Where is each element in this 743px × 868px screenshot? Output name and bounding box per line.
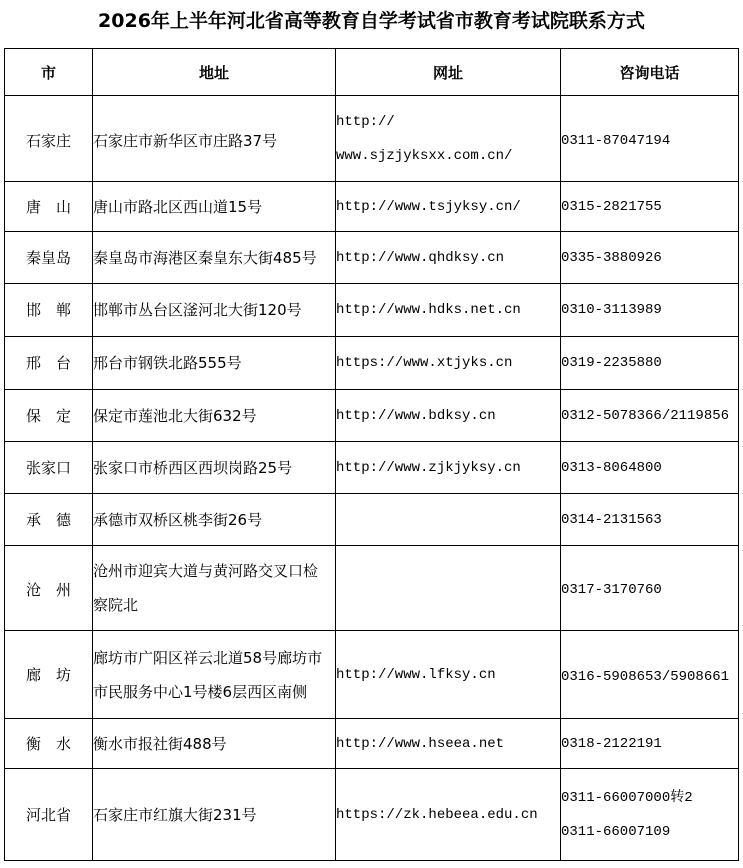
- header-row: [5, 49, 739, 96]
- phone-cell: [561, 337, 739, 390]
- url-cell: [336, 631, 561, 719]
- table-row: [5, 442, 739, 494]
- phone-line: 0316-5908653/5908661: [561, 668, 730, 685]
- address-line: 沧州市迎宾大道与黄河路交叉口检: [93, 562, 319, 580]
- phone-cell: [561, 631, 739, 719]
- table-row: [5, 232, 739, 284]
- city-name: 承 德: [25, 510, 71, 529]
- address-line: 保定市莲池北大街632号: [93, 406, 257, 425]
- city-cell: [5, 232, 93, 284]
- city-cell: [5, 442, 93, 494]
- address-cell: [93, 96, 336, 182]
- table-row: [5, 390, 739, 442]
- column-header-phone: 咨询电话: [561, 49, 739, 96]
- city-cell: [5, 719, 93, 769]
- url-line: http://www.hseea.net: [336, 735, 505, 752]
- url-cell: [336, 96, 561, 182]
- city-cell: [5, 284, 93, 337]
- url-line: http://www.bdksy.cn: [336, 407, 496, 424]
- phone-line: 0313-8064800: [561, 459, 662, 476]
- url-line: http://www.zjkjyksy.cn: [336, 459, 521, 476]
- city-name: 河北省: [25, 805, 71, 824]
- table-row: [5, 546, 739, 631]
- phone-cell: [561, 232, 739, 284]
- url-cell: [336, 442, 561, 494]
- phone-cell: [561, 494, 739, 546]
- url-cell: [336, 284, 561, 337]
- address-line: 唐山市路北区西山道15号: [93, 197, 263, 216]
- table-row: [5, 284, 739, 337]
- city-cell: [5, 769, 93, 861]
- address-line: 衡水市报社街488号: [93, 734, 227, 753]
- url-cell: [336, 232, 561, 284]
- phone-line: 0311-66007109: [561, 823, 671, 840]
- phone-cell: [561, 182, 739, 232]
- phone-cell: [561, 719, 739, 769]
- address-cell: [93, 337, 336, 390]
- city-name: 邢 台: [25, 354, 71, 372]
- address-cell: [93, 182, 336, 232]
- contact-table: [4, 48, 739, 861]
- city-cell: [5, 631, 93, 719]
- table-row: [5, 631, 739, 719]
- phone-line: 0311-66007000转2: [561, 789, 693, 806]
- phone-line: 0317-3170760: [561, 582, 662, 598]
- url-cell: [336, 337, 561, 390]
- page-title: 2026年上半年河北省高等教育自学考试省市教育考试院联系方式: [98, 10, 645, 32]
- url-cell: [336, 546, 561, 631]
- column-header-address: 地址: [93, 49, 336, 96]
- address-cell: [93, 390, 336, 442]
- url-line: https://www.xtjyks.cn: [336, 355, 513, 371]
- city-name: 廊 坊: [25, 665, 71, 684]
- city-name: 张家口: [25, 458, 71, 477]
- address-line: 石家庄市红旗大街231号: [93, 805, 257, 824]
- address-line: 市民服务中心1号楼6层西区南侧: [93, 682, 308, 701]
- city-name: 沧 州: [25, 581, 71, 599]
- table-row: [5, 182, 739, 232]
- address-cell: [93, 769, 336, 861]
- address-line: 察院北: [93, 596, 139, 614]
- url-cell: [336, 494, 561, 546]
- address-cell: [93, 546, 336, 631]
- address-line: 邯郸市丛台区滏河北大街120号: [93, 301, 302, 319]
- address-line: 承德市双桥区桃李街26号: [93, 510, 263, 529]
- phone-line: 0319-2235880: [561, 355, 662, 371]
- table-row: [5, 337, 739, 390]
- address-cell: [93, 494, 336, 546]
- url-line: http://www.tsjyksy.cn/: [336, 198, 521, 215]
- phone-line: 0315-2821755: [561, 198, 662, 215]
- city-name: 邯 郸: [25, 301, 71, 319]
- address-line: 石家庄市新华区市庄路37号: [93, 131, 278, 150]
- table-row: [5, 769, 739, 861]
- address-cell: [93, 719, 336, 769]
- phone-cell: [561, 284, 739, 337]
- phone-cell: [561, 96, 739, 182]
- phone-line: 0318-2122191: [561, 735, 662, 752]
- table-row: [5, 719, 739, 769]
- address-cell: [93, 442, 336, 494]
- address-cell: [93, 284, 336, 337]
- phone-line: 0335-3880926: [561, 249, 662, 266]
- address-line: 张家口市桥西区西坝岗路25号: [93, 458, 293, 477]
- phone-line: 0312-5078366/2119856: [561, 407, 730, 424]
- url-cell: [336, 182, 561, 232]
- phone-line: 0314-2131563: [561, 511, 662, 528]
- city-cell: [5, 182, 93, 232]
- url-cell: [336, 390, 561, 442]
- address-line: 邢台市钢铁北路555号: [93, 354, 242, 372]
- url-line: http://: [336, 113, 395, 130]
- address-line: 廊坊市广阳区祥云北道58号廊坊市: [93, 648, 323, 667]
- column-header-city: 市: [5, 49, 93, 96]
- city-cell: [5, 546, 93, 631]
- url-line: www.sjzjyksxx.com.cn/: [336, 147, 513, 164]
- phone-line: 0311-87047194: [561, 132, 671, 149]
- address-line: 秦皇岛市海港区秦皇东大街485号: [93, 248, 317, 267]
- city-name: 保 定: [25, 406, 71, 425]
- address-cell: [93, 631, 336, 719]
- city-name: 秦皇岛: [25, 248, 71, 267]
- city-cell: [5, 96, 93, 182]
- city-name: 石家庄: [25, 131, 71, 150]
- phone-line: 0310-3113989: [561, 302, 662, 318]
- phone-cell: [561, 390, 739, 442]
- url-line: http://www.qhdksy.cn: [336, 249, 505, 266]
- column-header-url: 网址: [336, 49, 561, 96]
- phone-cell: [561, 769, 739, 861]
- city-cell: [5, 494, 93, 546]
- city-cell: [5, 390, 93, 442]
- url-line: http://www.hdks.net.cn: [336, 302, 521, 318]
- city-name: 衡 水: [25, 734, 71, 753]
- url-cell: [336, 719, 561, 769]
- table-row: [5, 494, 739, 546]
- url-cell: [336, 769, 561, 861]
- phone-cell: [561, 442, 739, 494]
- url-line: http://www.lfksy.cn: [336, 666, 496, 683]
- city-name: 唐 山: [25, 197, 71, 216]
- url-line: https://zk.hebeea.edu.cn: [336, 806, 538, 823]
- city-cell: [5, 337, 93, 390]
- phone-cell: [561, 546, 739, 631]
- table-row: [5, 96, 739, 182]
- address-cell: [93, 232, 336, 284]
